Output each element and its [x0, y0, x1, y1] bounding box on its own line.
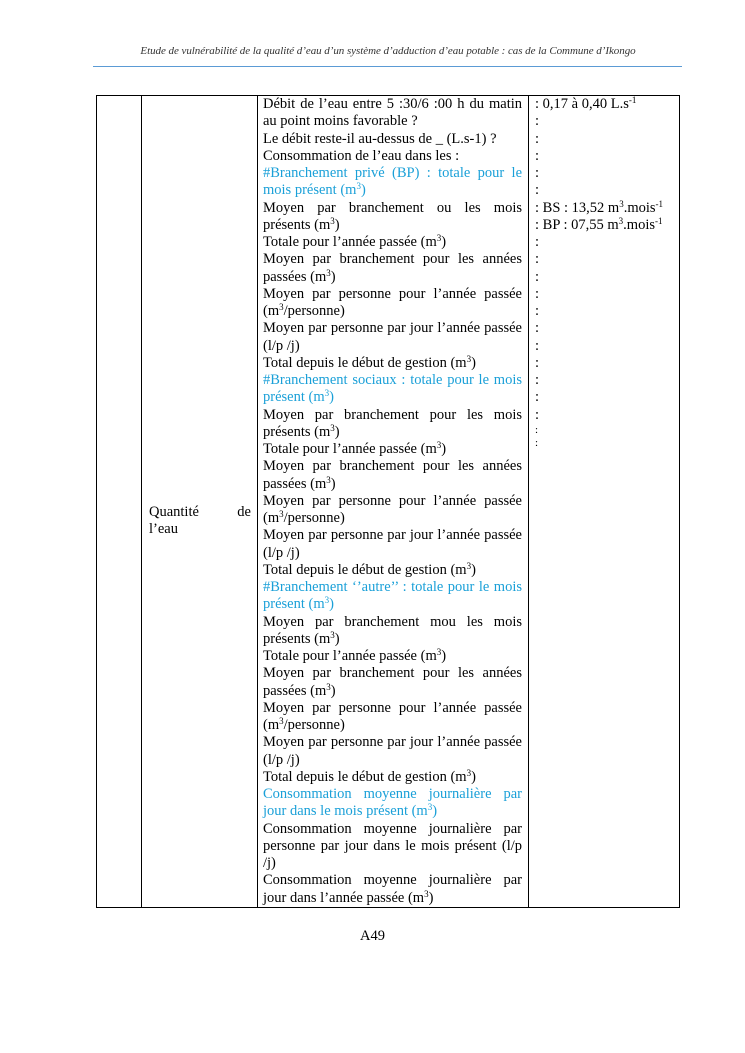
criterion-item [263, 251, 522, 286]
value-item [535, 234, 675, 251]
criterion-item [263, 821, 522, 873]
criterion-unit-close: ) [428, 889, 434, 906]
unit-exponent: 3 [424, 888, 429, 899]
value-text: : BS : 13,52 m [535, 199, 620, 216]
unit-exponent: 3 [466, 767, 472, 778]
value-text: : [535, 406, 540, 423]
value-text: : [535, 320, 540, 337]
criterion-text: #Branchement ‘’autre’’ : totale pour le mois présent (m [263, 579, 522, 613]
unit-exponent: 3 [279, 302, 284, 313]
criterion-text: Moyen par personne par jour l’année passée (l/p /j) [263, 527, 522, 561]
criterion-unit-close: ) [330, 475, 336, 492]
value-exponent: -1 [655, 215, 663, 226]
value-text: : [535, 147, 540, 164]
value-exponent: -1 [655, 198, 664, 209]
criterion-item [263, 614, 522, 649]
criterion-unit-close: ) [334, 423, 340, 440]
value-text: : [535, 113, 540, 130]
criterion-item [263, 493, 522, 528]
value-item [535, 355, 675, 372]
criterion-unit-close: ) [329, 389, 334, 406]
criterion-item [263, 527, 522, 562]
page-number: A49 [360, 928, 385, 944]
value-item [535, 437, 675, 450]
criterion-text: Total depuis le début de gestion (m [263, 354, 467, 371]
empty-cell [97, 96, 142, 908]
value-text: : [535, 389, 540, 406]
value-item [535, 389, 675, 406]
value-item [535, 96, 675, 113]
table-row [97, 96, 680, 908]
value-item [535, 182, 675, 199]
value-unit: .mois [623, 216, 655, 233]
value-text: : [535, 182, 540, 199]
section-heading [263, 165, 522, 200]
values-cell [529, 96, 680, 908]
criterion-item [263, 320, 522, 355]
unit-exponent: 3 [427, 802, 433, 813]
value-exponent: -1 [628, 95, 637, 106]
value-item [535, 286, 675, 303]
section-heading [263, 786, 522, 821]
running-header: Etude de vulnérabilité de la qualité d’eau d’un système d’adduction d’eau potable : cas de la Commune d’Ikongo [140, 45, 636, 57]
criterion-text: Moyen par personne pour l’année passée (m [263, 492, 522, 526]
unit-exponent: 3 [326, 681, 331, 692]
criterion-item [263, 700, 522, 735]
value-item [535, 131, 675, 148]
section-heading [263, 579, 522, 614]
value-item [535, 217, 675, 234]
value-item [535, 424, 675, 437]
criterion-text: #Branchement sociaux : totale pour le mois présent (m [263, 372, 522, 406]
criterion-item [263, 355, 522, 372]
criterion-item [263, 769, 522, 786]
criterion-text: Moyen par personne par jour l’année passée (l/p /j) [263, 320, 522, 354]
unit-exponent: 3 [326, 267, 331, 278]
criterion-unit-close: ) [471, 768, 476, 785]
criteria-cell [258, 96, 529, 908]
value-exponent: 3 [618, 215, 624, 226]
criterion-item [263, 441, 522, 458]
criterion-text: Moyen par personne pour l’année passée (m [263, 699, 522, 733]
criterion-text: Moyen par branchement pour les mois présents (m [263, 406, 522, 440]
criterion-unit-close: /personne) [283, 717, 345, 733]
criterion-text: Consommation de l’eau dans les : [263, 147, 460, 164]
value-text: : BP : 07,55 m [535, 216, 619, 233]
criterion-item [263, 131, 522, 148]
criterion-text: Total depuis le début de gestion (m [263, 561, 467, 578]
value-item [535, 269, 675, 286]
unit-exponent: 3 [279, 716, 284, 727]
unit-exponent: 3 [330, 629, 335, 640]
value-text: : [535, 337, 540, 354]
criterion-item [263, 200, 522, 235]
criterion-unit-close: ) [330, 268, 336, 285]
criterion-unit-close: ) [329, 596, 334, 613]
criterion-text: Le débit reste-il au-dessus de _ (L.s-1) ? [263, 130, 497, 147]
category-line: Quantité de [149, 504, 251, 521]
unit-exponent: 3 [326, 474, 331, 485]
value-item [535, 200, 675, 217]
criterion-unit-close: ) [441, 648, 447, 664]
criterion-text: Moyen par personne pour l’année passée (m [263, 285, 522, 319]
criterion-suffix: ? [407, 113, 418, 130]
criterion-item [263, 234, 522, 251]
value-text: : [535, 234, 540, 250]
criterion-unit-close: /personne) [283, 510, 345, 526]
value-text: : [535, 303, 540, 319]
criterion-text: Moyen par personne par jour l’année passée (l/p /j) [263, 734, 522, 768]
criterion-unit-close: ) [330, 682, 336, 699]
value-item [535, 372, 675, 389]
unit-exponent: 3 [324, 595, 330, 606]
criterion-text: Moyen par branchement pour les années passées (m [263, 665, 522, 699]
value-text: : [535, 268, 540, 285]
criterion-unit-close: ) [471, 354, 476, 371]
value-text: : [535, 436, 539, 449]
criterion-text: Totale pour l’année passée (m [263, 441, 437, 457]
criterion-item [263, 148, 522, 165]
unit-exponent: 3 [330, 215, 335, 226]
unit-exponent: 3 [356, 181, 361, 192]
unit-exponent: 3 [466, 560, 472, 571]
unit-exponent: 3 [436, 233, 442, 244]
criterion-text: Consommation moyenne journalière par jour dans le mois présent (m [263, 786, 522, 820]
criterion-text: Consommation moyenne journalière par jour dans l’année passée (m [263, 872, 522, 906]
criterion-unit-close: ) [441, 441, 447, 457]
value-item [535, 407, 675, 424]
value-text: : [535, 165, 540, 181]
criterion-unit-close: ) [432, 803, 438, 820]
value-text: : [535, 285, 540, 302]
unit-exponent: 3 [279, 509, 284, 520]
criterion-text: Consommation moyenne journalière par personne par jour dans le mois présent (l/p /j) [263, 820, 522, 871]
criterion-unit-close: ) [441, 234, 447, 250]
criterion-item [263, 458, 522, 493]
criterion-item [263, 734, 522, 769]
criterion-text: Moyen par branchement pour les années passées (m [263, 251, 522, 285]
criterion-item [263, 648, 522, 665]
value-item [535, 165, 675, 182]
criterion-text: Moyen par branchement pour les années passées (m [263, 458, 522, 492]
values-list [529, 96, 679, 450]
criterion-unit-close: /personne) [283, 303, 345, 319]
value-item [535, 320, 675, 337]
criterion-item [263, 562, 522, 579]
value-text: : [535, 130, 540, 147]
criterion-unit-close: ) [334, 630, 340, 647]
value-text: : 0,17 à 0,40 L.s [535, 96, 629, 112]
value-text: : [535, 372, 540, 388]
category-line: l’eau [149, 521, 178, 538]
criterion-text: Moyen par branchement mou les mois présents (m [263, 613, 522, 647]
criterion-unit-close: ) [471, 561, 476, 578]
unit-exponent: 3 [330, 422, 335, 433]
value-item [535, 303, 675, 320]
criterion-text: #Branchement privé (BP) : totale pour le mois présent (m [263, 165, 522, 199]
unit-exponent: 3 [324, 388, 330, 399]
value-item [535, 113, 675, 130]
value-item [535, 338, 675, 355]
category-cell [142, 96, 258, 908]
criterion-unit-close: ) [360, 182, 366, 199]
criterion-text: Débit de l’eau entre 5 :30/6 :00 h du matin au point moins favorable [263, 96, 522, 130]
category-label [142, 504, 257, 538]
header-rule [93, 66, 682, 67]
section-heading [263, 372, 522, 407]
value-text: : [535, 354, 540, 371]
criterion-item [263, 872, 522, 907]
criterion-text: Moyen par branchement ou les mois présents (m [263, 199, 522, 233]
criterion-text: Totale pour l’année passée (m [263, 648, 437, 664]
criterion-text: Total depuis le début de gestion (m [263, 768, 467, 785]
criterion-unit-close: ) [334, 216, 340, 233]
value-exponent: 3 [619, 198, 624, 209]
criterion-text: Totale pour l’année passée (m [263, 234, 437, 250]
value-item [535, 148, 675, 165]
unit-exponent: 3 [436, 647, 442, 658]
criterion-item [263, 407, 522, 442]
criterion-item [263, 96, 522, 131]
value-item [535, 251, 675, 268]
criteria-table [96, 95, 680, 908]
criterion-item [263, 665, 522, 700]
value-text: : [535, 251, 540, 268]
criterion-item [263, 286, 522, 321]
unit-exponent: 3 [466, 353, 472, 364]
value-unit: .mois [623, 199, 656, 216]
unit-exponent: 3 [436, 440, 442, 451]
value-text: : [535, 423, 539, 436]
criteria-list [258, 96, 528, 907]
